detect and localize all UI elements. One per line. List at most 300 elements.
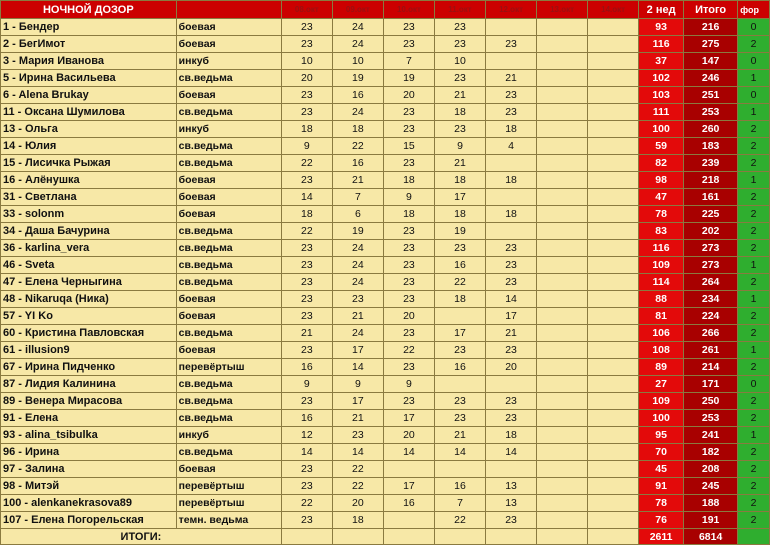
- total-score: 246: [684, 70, 738, 87]
- day-score: 23: [383, 104, 434, 121]
- day-score: 18: [332, 121, 383, 138]
- player-name: 91 - Елена: [1, 410, 177, 427]
- player-type: боевая: [176, 308, 281, 325]
- day-score: 20: [486, 359, 537, 376]
- player-name: 11 - Оксана Шумилова: [1, 104, 177, 121]
- player-type: инкуб: [176, 121, 281, 138]
- day-score: [537, 512, 588, 529]
- day-score: 19: [332, 223, 383, 240]
- day-score: 17: [383, 478, 434, 495]
- player-type: св.ведьма: [176, 155, 281, 172]
- form-value: 2: [738, 121, 770, 138]
- form-value: 2: [738, 325, 770, 342]
- player-type: св.ведьма: [176, 444, 281, 461]
- day-score: 23: [383, 155, 434, 172]
- player-type: св.ведьма: [176, 376, 281, 393]
- day-score: [588, 104, 639, 121]
- day-score: [588, 19, 639, 36]
- day-score: 21: [332, 308, 383, 325]
- player-name: 93 - alina_tsibulka: [1, 427, 177, 444]
- day-score: 9: [281, 138, 332, 155]
- day-score: 16: [434, 478, 485, 495]
- player-name: 67 - Ирина Пидченко: [1, 359, 177, 376]
- player-type: перевёртыш: [176, 359, 281, 376]
- day-score: 13: [486, 478, 537, 495]
- two-weeks-score: 114: [639, 274, 684, 291]
- day-score: [588, 376, 639, 393]
- two-weeks-score: 98: [639, 172, 684, 189]
- day-score: [537, 461, 588, 478]
- day-score: [588, 478, 639, 495]
- day-score: [588, 308, 639, 325]
- player-name: 87 - Лидия Калинина: [1, 376, 177, 393]
- two-weeks-score: 100: [639, 121, 684, 138]
- table-row: [1, 19, 770, 36]
- total-score: 214: [684, 359, 738, 376]
- day-score: 9: [383, 376, 434, 393]
- day-score: 23: [434, 342, 485, 359]
- totals-form: [738, 529, 770, 545]
- day-score: 22: [332, 461, 383, 478]
- player-type: перевёртыш: [176, 495, 281, 512]
- day-score: [588, 410, 639, 427]
- table-row: [1, 70, 770, 87]
- player-name: 46 - Sveta: [1, 257, 177, 274]
- day-score: 23: [383, 359, 434, 376]
- day-score: 18: [383, 172, 434, 189]
- two-weeks-score: 108: [639, 342, 684, 359]
- day-score: 21: [434, 87, 485, 104]
- day-score: 22: [434, 274, 485, 291]
- form-value: 2: [738, 189, 770, 206]
- day-score: 17: [332, 393, 383, 410]
- day-score: 16: [434, 257, 485, 274]
- day-score: 23: [332, 427, 383, 444]
- day-score: [434, 461, 485, 478]
- total-score: 253: [684, 104, 738, 121]
- day-score: 20: [332, 495, 383, 512]
- day-score: 14: [332, 359, 383, 376]
- day-score: [537, 70, 588, 87]
- day-score: [588, 427, 639, 444]
- day-cell: [281, 529, 332, 545]
- form-value: 0: [738, 376, 770, 393]
- day-score: [588, 172, 639, 189]
- day-score: [537, 376, 588, 393]
- two-weeks-score: 27: [639, 376, 684, 393]
- day-score: [537, 308, 588, 325]
- day-score: 21: [486, 70, 537, 87]
- day-score: [486, 376, 537, 393]
- day-score: 23: [281, 393, 332, 410]
- day-score: 23: [486, 512, 537, 529]
- two-weeks-score: 59: [639, 138, 684, 155]
- day-cell: [383, 529, 434, 545]
- day-score: 23: [434, 393, 485, 410]
- player-type: боевая: [176, 461, 281, 478]
- player-name: 48 - Nikaruqa (Ника): [1, 291, 177, 308]
- form-value: 2: [738, 308, 770, 325]
- player-type: боевая: [176, 206, 281, 223]
- day-score: 21: [486, 325, 537, 342]
- day-score: [588, 512, 639, 529]
- day-score: 22: [281, 223, 332, 240]
- header-date: 09.окт: [332, 1, 383, 19]
- two-weeks-score: 78: [639, 495, 684, 512]
- player-name: 3 - Мария Иванова: [1, 53, 177, 70]
- player-type: инкуб: [176, 427, 281, 444]
- total-score: 183: [684, 138, 738, 155]
- day-score: [537, 53, 588, 70]
- day-cell: [537, 529, 588, 545]
- player-type: св.ведьма: [176, 138, 281, 155]
- day-score: 18: [434, 104, 485, 121]
- day-score: 23: [486, 240, 537, 257]
- day-score: 15: [383, 138, 434, 155]
- total-score: 191: [684, 512, 738, 529]
- player-name: 89 - Венера Мирасова: [1, 393, 177, 410]
- table-title: НОЧНОЙ ДОЗОР: [1, 1, 177, 19]
- day-score: [537, 104, 588, 121]
- two-weeks-score: 93: [639, 19, 684, 36]
- day-score: 23: [383, 257, 434, 274]
- two-weeks-score: 37: [639, 53, 684, 70]
- day-score: 21: [332, 410, 383, 427]
- player-type: боевая: [176, 172, 281, 189]
- day-score: 18: [332, 512, 383, 529]
- day-score: 16: [383, 495, 434, 512]
- day-score: [588, 155, 639, 172]
- day-score: 23: [281, 257, 332, 274]
- player-type: св.ведьма: [176, 257, 281, 274]
- day-score: 22: [281, 495, 332, 512]
- day-score: 18: [486, 121, 537, 138]
- table-row: [1, 274, 770, 291]
- day-score: [588, 121, 639, 138]
- day-score: 23: [281, 512, 332, 529]
- two-weeks-score: 103: [639, 87, 684, 104]
- two-weeks-score: 45: [639, 461, 684, 478]
- day-score: [588, 138, 639, 155]
- table-row: [1, 240, 770, 257]
- table-row: [1, 291, 770, 308]
- table-row: [1, 36, 770, 53]
- total-score: 224: [684, 308, 738, 325]
- day-score: [537, 223, 588, 240]
- player-name: 60 - Кристина Павловская: [1, 325, 177, 342]
- table-row: [1, 512, 770, 529]
- player-name: 47 - Елена Черныгина: [1, 274, 177, 291]
- two-weeks-score: 91: [639, 478, 684, 495]
- day-score: 23: [383, 274, 434, 291]
- player-type: инкуб: [176, 53, 281, 70]
- player-name: 16 - Алёнушка: [1, 172, 177, 189]
- day-score: 18: [281, 121, 332, 138]
- day-score: 21: [434, 155, 485, 172]
- day-score: 17: [486, 308, 537, 325]
- day-score: 17: [434, 189, 485, 206]
- table-row: [1, 444, 770, 461]
- player-name: 14 - Юлия: [1, 138, 177, 155]
- total-score: 208: [684, 461, 738, 478]
- header-form: фор: [738, 1, 770, 19]
- player-name: 15 - Лисичка Рыжая: [1, 155, 177, 172]
- day-score: 16: [332, 87, 383, 104]
- day-score: [383, 461, 434, 478]
- player-type: боевая: [176, 189, 281, 206]
- day-score: [537, 87, 588, 104]
- form-value: 2: [738, 206, 770, 223]
- day-score: 13: [486, 495, 537, 512]
- table-row: [1, 427, 770, 444]
- day-cell: [332, 529, 383, 545]
- day-score: 10: [281, 53, 332, 70]
- day-score: [537, 172, 588, 189]
- day-score: [588, 240, 639, 257]
- two-weeks-score: 78: [639, 206, 684, 223]
- day-score: 17: [434, 325, 485, 342]
- day-score: [537, 189, 588, 206]
- day-score: 23: [434, 240, 485, 257]
- day-score: [588, 189, 639, 206]
- table-row: [1, 461, 770, 478]
- day-score: [486, 223, 537, 240]
- total-score: 239: [684, 155, 738, 172]
- total-score: 216: [684, 19, 738, 36]
- day-score: 23: [486, 274, 537, 291]
- two-weeks-score: 82: [639, 155, 684, 172]
- day-score: 23: [281, 19, 332, 36]
- day-score: 24: [332, 240, 383, 257]
- day-score: 7: [434, 495, 485, 512]
- day-score: [537, 155, 588, 172]
- day-score: [588, 36, 639, 53]
- day-score: 14: [281, 189, 332, 206]
- player-name: 33 - solonm: [1, 206, 177, 223]
- table-row: [1, 325, 770, 342]
- table-row: [1, 53, 770, 70]
- day-score: 24: [332, 19, 383, 36]
- day-score: 22: [383, 342, 434, 359]
- totals-total: 6814: [684, 529, 738, 545]
- day-score: 7: [332, 189, 383, 206]
- day-score: 19: [332, 70, 383, 87]
- day-score: [434, 308, 485, 325]
- day-score: 23: [332, 291, 383, 308]
- total-score: 251: [684, 87, 738, 104]
- table-row: [1, 121, 770, 138]
- day-score: [537, 444, 588, 461]
- day-score: [537, 19, 588, 36]
- player-type: св.ведьма: [176, 393, 281, 410]
- two-weeks-score: 116: [639, 36, 684, 53]
- day-score: 20: [383, 308, 434, 325]
- day-score: 18: [383, 206, 434, 223]
- day-score: 14: [332, 444, 383, 461]
- day-score: [486, 155, 537, 172]
- table-row: [1, 87, 770, 104]
- day-score: 23: [383, 325, 434, 342]
- day-score: [537, 342, 588, 359]
- day-score: 21: [332, 172, 383, 189]
- totals-row: [1, 529, 770, 545]
- day-score: 23: [486, 393, 537, 410]
- player-type: боевая: [176, 19, 281, 36]
- day-score: 24: [332, 325, 383, 342]
- total-score: 234: [684, 291, 738, 308]
- day-score: 16: [434, 359, 485, 376]
- player-type: св.ведьма: [176, 325, 281, 342]
- form-value: 2: [738, 138, 770, 155]
- form-value: 2: [738, 223, 770, 240]
- day-score: 22: [281, 155, 332, 172]
- day-score: 23: [281, 104, 332, 121]
- form-value: 2: [738, 36, 770, 53]
- day-score: 23: [486, 342, 537, 359]
- day-score: 23: [434, 121, 485, 138]
- day-score: [537, 291, 588, 308]
- day-score: 18: [486, 172, 537, 189]
- day-score: 20: [383, 87, 434, 104]
- form-value: 1: [738, 257, 770, 274]
- day-score: [537, 206, 588, 223]
- day-score: [537, 427, 588, 444]
- day-score: 23: [486, 410, 537, 427]
- day-score: [588, 444, 639, 461]
- two-weeks-score: 111: [639, 104, 684, 121]
- totals-two-weeks: 2611: [639, 529, 684, 545]
- day-score: 23: [383, 121, 434, 138]
- day-score: 23: [281, 36, 332, 53]
- two-weeks-score: 76: [639, 512, 684, 529]
- form-value: 2: [738, 359, 770, 376]
- day-score: 14: [486, 291, 537, 308]
- header-date: 11.окт: [434, 1, 485, 19]
- day-score: [537, 121, 588, 138]
- day-score: 14: [486, 444, 537, 461]
- day-score: 18: [486, 427, 537, 444]
- total-score: 241: [684, 427, 738, 444]
- form-value: 2: [738, 444, 770, 461]
- day-score: [383, 512, 434, 529]
- form-value: 1: [738, 70, 770, 87]
- player-name: 6 - Alena Brukay: [1, 87, 177, 104]
- day-score: 23: [434, 19, 485, 36]
- day-score: 9: [383, 189, 434, 206]
- header-date: 14.окт: [588, 1, 639, 19]
- player-name: 97 - Залина: [1, 461, 177, 478]
- day-score: [486, 189, 537, 206]
- total-score: 275: [684, 36, 738, 53]
- total-score: 188: [684, 495, 738, 512]
- player-name: 1 - Бендер: [1, 19, 177, 36]
- day-score: [588, 206, 639, 223]
- day-score: 23: [281, 342, 332, 359]
- player-name: 98 - Митэй: [1, 478, 177, 495]
- day-score: 23: [383, 291, 434, 308]
- player-type: св.ведьма: [176, 104, 281, 121]
- day-cell: [486, 529, 537, 545]
- two-weeks-score: 81: [639, 308, 684, 325]
- day-score: 20: [281, 70, 332, 87]
- day-score: 4: [486, 138, 537, 155]
- player-type: боевая: [176, 342, 281, 359]
- header-date: 12.окт: [486, 1, 537, 19]
- day-score: [486, 19, 537, 36]
- form-value: 2: [738, 410, 770, 427]
- two-weeks-score: 88: [639, 291, 684, 308]
- day-score: 23: [383, 240, 434, 257]
- header-row: [1, 1, 770, 19]
- form-value: 0: [738, 53, 770, 70]
- day-score: 19: [383, 70, 434, 87]
- form-value: 2: [738, 274, 770, 291]
- day-score: 23: [281, 240, 332, 257]
- table-row: [1, 104, 770, 121]
- table-row: [1, 155, 770, 172]
- day-score: 16: [281, 410, 332, 427]
- table-row: [1, 189, 770, 206]
- form-value: 2: [738, 512, 770, 529]
- form-value: 0: [738, 87, 770, 104]
- player-type: св.ведьма: [176, 223, 281, 240]
- player-name: 57 - YI Ko: [1, 308, 177, 325]
- day-score: 19: [434, 223, 485, 240]
- header-type-cell: [176, 1, 281, 19]
- day-score: [588, 70, 639, 87]
- day-score: 24: [332, 257, 383, 274]
- day-score: 20: [383, 427, 434, 444]
- day-score: 24: [332, 104, 383, 121]
- table-row: [1, 257, 770, 274]
- table-row: [1, 495, 770, 512]
- table-row: [1, 172, 770, 189]
- day-score: [537, 393, 588, 410]
- day-score: [537, 495, 588, 512]
- day-cell: [588, 529, 639, 545]
- total-score: 218: [684, 172, 738, 189]
- day-score: 18: [434, 291, 485, 308]
- totals-label: ИТОГИ:: [1, 529, 282, 545]
- form-value: 2: [738, 240, 770, 257]
- day-score: [537, 410, 588, 427]
- player-name: 34 - Даша Бачурина: [1, 223, 177, 240]
- table-row: [1, 308, 770, 325]
- day-score: 6: [332, 206, 383, 223]
- day-score: 23: [486, 104, 537, 121]
- two-weeks-score: 47: [639, 189, 684, 206]
- player-type: боевая: [176, 87, 281, 104]
- day-score: [434, 376, 485, 393]
- day-score: 16: [332, 155, 383, 172]
- table-row: [1, 206, 770, 223]
- table-row: [1, 223, 770, 240]
- day-score: 7: [383, 53, 434, 70]
- day-score: 23: [281, 274, 332, 291]
- day-score: 24: [332, 36, 383, 53]
- form-value: 2: [738, 495, 770, 512]
- two-weeks-score: 83: [639, 223, 684, 240]
- form-value: 1: [738, 342, 770, 359]
- two-weeks-score: 102: [639, 70, 684, 87]
- player-type: перевёртыш: [176, 478, 281, 495]
- day-score: [537, 138, 588, 155]
- player-name: 31 - Светлана: [1, 189, 177, 206]
- total-score: 245: [684, 478, 738, 495]
- two-weeks-score: 109: [639, 257, 684, 274]
- two-weeks-score: 116: [639, 240, 684, 257]
- day-score: 23: [383, 393, 434, 410]
